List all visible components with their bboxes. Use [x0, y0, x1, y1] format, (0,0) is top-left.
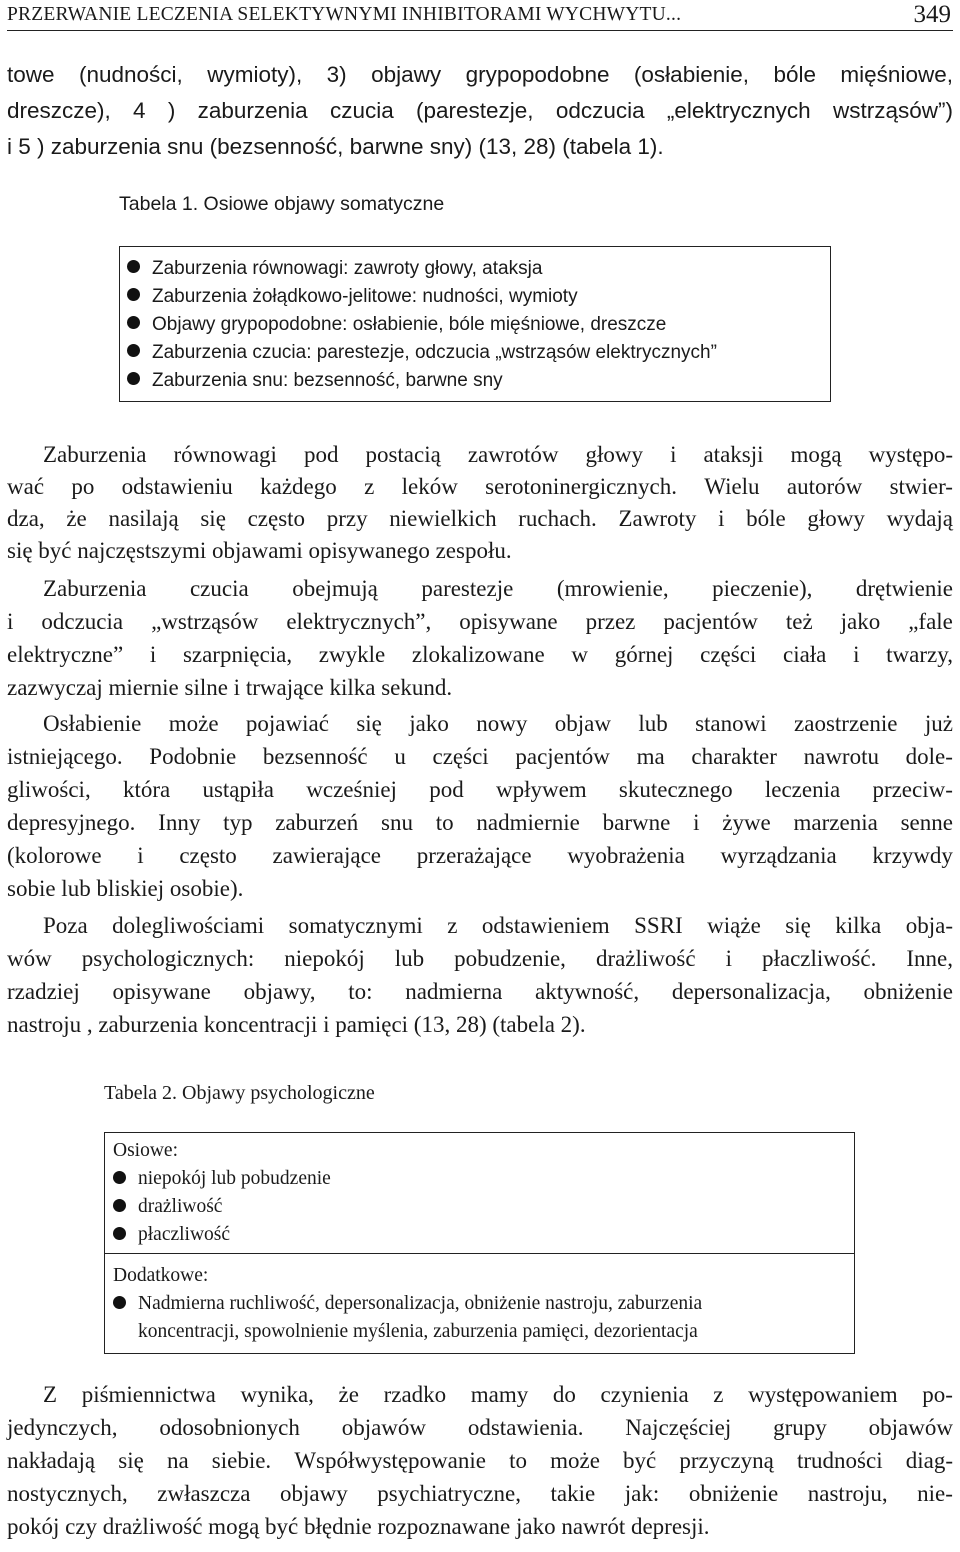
body-line: jedynczych, odosobnionych objawów odstawienia. Najczęściej grupy objawów [7, 1415, 953, 1440]
table2-divider [105, 1253, 854, 1254]
body-line: dza, że nasilają się często przy niewielkich ruchach. Zawroty i bóle głowy wydają [7, 506, 953, 531]
bullet-icon [113, 1199, 126, 1212]
table1-item: Zaburzenia równowagi: zawroty głowy, ataksja [127, 258, 542, 280]
body-line: Zaburzenia czucia obejmują parestezje (mrowienie, pieczenie), drętwienie [43, 576, 953, 601]
intro-line: i 5 ) zaburzenia snu (bezsenność, barwne sny) (13, 28) (tabela 1). [7, 134, 664, 159]
body-line: Osłabienie może pojawiać się jako nowy objaw lub stanowi zaostrzenie już [43, 711, 953, 736]
table2-axial-item: niepokój lub pobudzenie [113, 1168, 331, 1190]
body-line: wać po odstawieniu każdego z leków serotoninergicznych. Wielu autorów stwier- [7, 474, 953, 499]
body-line: nakładają się na siebie. Współwystępowanie to może być przyczyną trudności diag- [7, 1448, 953, 1473]
table2-axial-label: Osiowe: [113, 1140, 178, 1161]
table2-caption: Tabela 2. Objawy psychologiczne [104, 1082, 375, 1104]
bullet-icon [113, 1296, 126, 1309]
table2-additional-item-continued: koncentracji, spowolnienie myślenia, zaburzenia pamięci, dezorientacja [138, 1321, 698, 1342]
bullet-icon [127, 316, 140, 329]
table2-axial-item: płaczliwość [113, 1224, 230, 1246]
table1-item: Objawy grypopodobne: osłabienie, bóle mięśniowe, dreszcze [127, 314, 666, 336]
body-line: Zaburzenia równowagi pod postacią zawrotów głowy i ataksji mogą występo- [43, 442, 953, 467]
body-line: Poza dolegliwościami somatycznymi z odstawieniem SSRI wiąże się kilka obja- [43, 913, 953, 938]
body-line: (kolorowe i często zawierające przerażające wyobrażenia wyrządzania krzywdy [7, 843, 953, 868]
body-line: rzadziej opisywane objawy, to: nadmierna aktywność, depersonalizacja, obniżenie [7, 979, 953, 1004]
table2-additional-label: Dodatkowe: [113, 1265, 209, 1286]
body-line: pokój czy drażliwość mogą być błędnie rozpoznawane jako nawrót depresji. [7, 1514, 710, 1539]
body-line: Z piśmiennictwa wynika, że rzadko mamy do czynienia z występowaniem po- [43, 1382, 953, 1407]
bullet-icon [113, 1171, 126, 1184]
intro-line: towe (nudności, wymioty), 3) objawy grypopodobne (osłabienie, bóle mięśniowe, [7, 62, 953, 87]
body-line: nastroju , zaburzenia koncentracji i pamięci (13, 28) (tabela 2). [7, 1012, 586, 1037]
bullet-icon [127, 372, 140, 385]
bullet-icon [127, 344, 140, 357]
table1-item: Zaburzenia snu: bezsenność, barwne sny [127, 370, 503, 392]
body-line: się być najczęstszymi objawami opisywanego zespołu. [7, 538, 512, 563]
table1-caption: Tabela 1. Osiowe objawy somatyczne [119, 193, 445, 215]
bullet-icon [127, 260, 140, 273]
body-line: i odczucia „wstrząsów elektrycznych”, opisywane przez pacjentów też jako „fale [7, 609, 953, 634]
table1-item: Zaburzenia czucia: parestezje, odczucia „wstrząsów elektrycznych” [127, 342, 717, 364]
page-number: 349 [913, 1, 951, 28]
body-line: zazwyczaj miernie silne i trwające kilka sekund. [7, 675, 453, 700]
body-line: elektryczne” i szarpnięcia, zwykle zlokalizowane w górnej części ciała i twarzy, [7, 642, 953, 667]
body-line: depresyjnego. Inny typ zaburzeń snu to nadmiernie barwne i żywe marzenia senne [7, 810, 953, 835]
body-line: istniejącego. Podobnie bezsenność u części pacjentów ma charakter nawrotu dole- [7, 744, 953, 769]
table2-box [104, 1132, 855, 1354]
running-header [7, 0, 953, 31]
table2-axial-item: drażliwość [113, 1196, 222, 1218]
table2-additional-item: Nadmierna ruchliwość, depersonalizacja, obniżenie nastroju, zaburzenia [113, 1293, 702, 1315]
intro-line: dreszcze), 4 ) zaburzenia czucia (parestezje, odczucia „elektrycznych wstrząsów”) [7, 98, 953, 123]
bullet-icon [127, 288, 140, 301]
body-line: gliwości, która ustąpiła wcześniej pod wpływem skutecznego leczenia przeciw- [7, 777, 953, 802]
body-line: wów psychologicznych: niepokój lub pobudzenie, drażliwość i płaczliwość. Inne, [7, 946, 953, 971]
table1-box [119, 246, 831, 402]
table1-item: Zaburzenia żołądkowo-jelitowe: nudności, wymioty [127, 286, 578, 308]
body-line: nostycznych, zwłaszcza objawy psychiatryczne, takie jak: obniżenie nastroju, nie- [7, 1481, 953, 1506]
running-title: PRZERWANIE LECZENIA SELEKTYWNYMI INHIBITORAMI WYCHWYTU... [7, 4, 682, 25]
bullet-icon [113, 1227, 126, 1240]
body-line: sobie lub bliskiej osobie). [7, 876, 244, 901]
